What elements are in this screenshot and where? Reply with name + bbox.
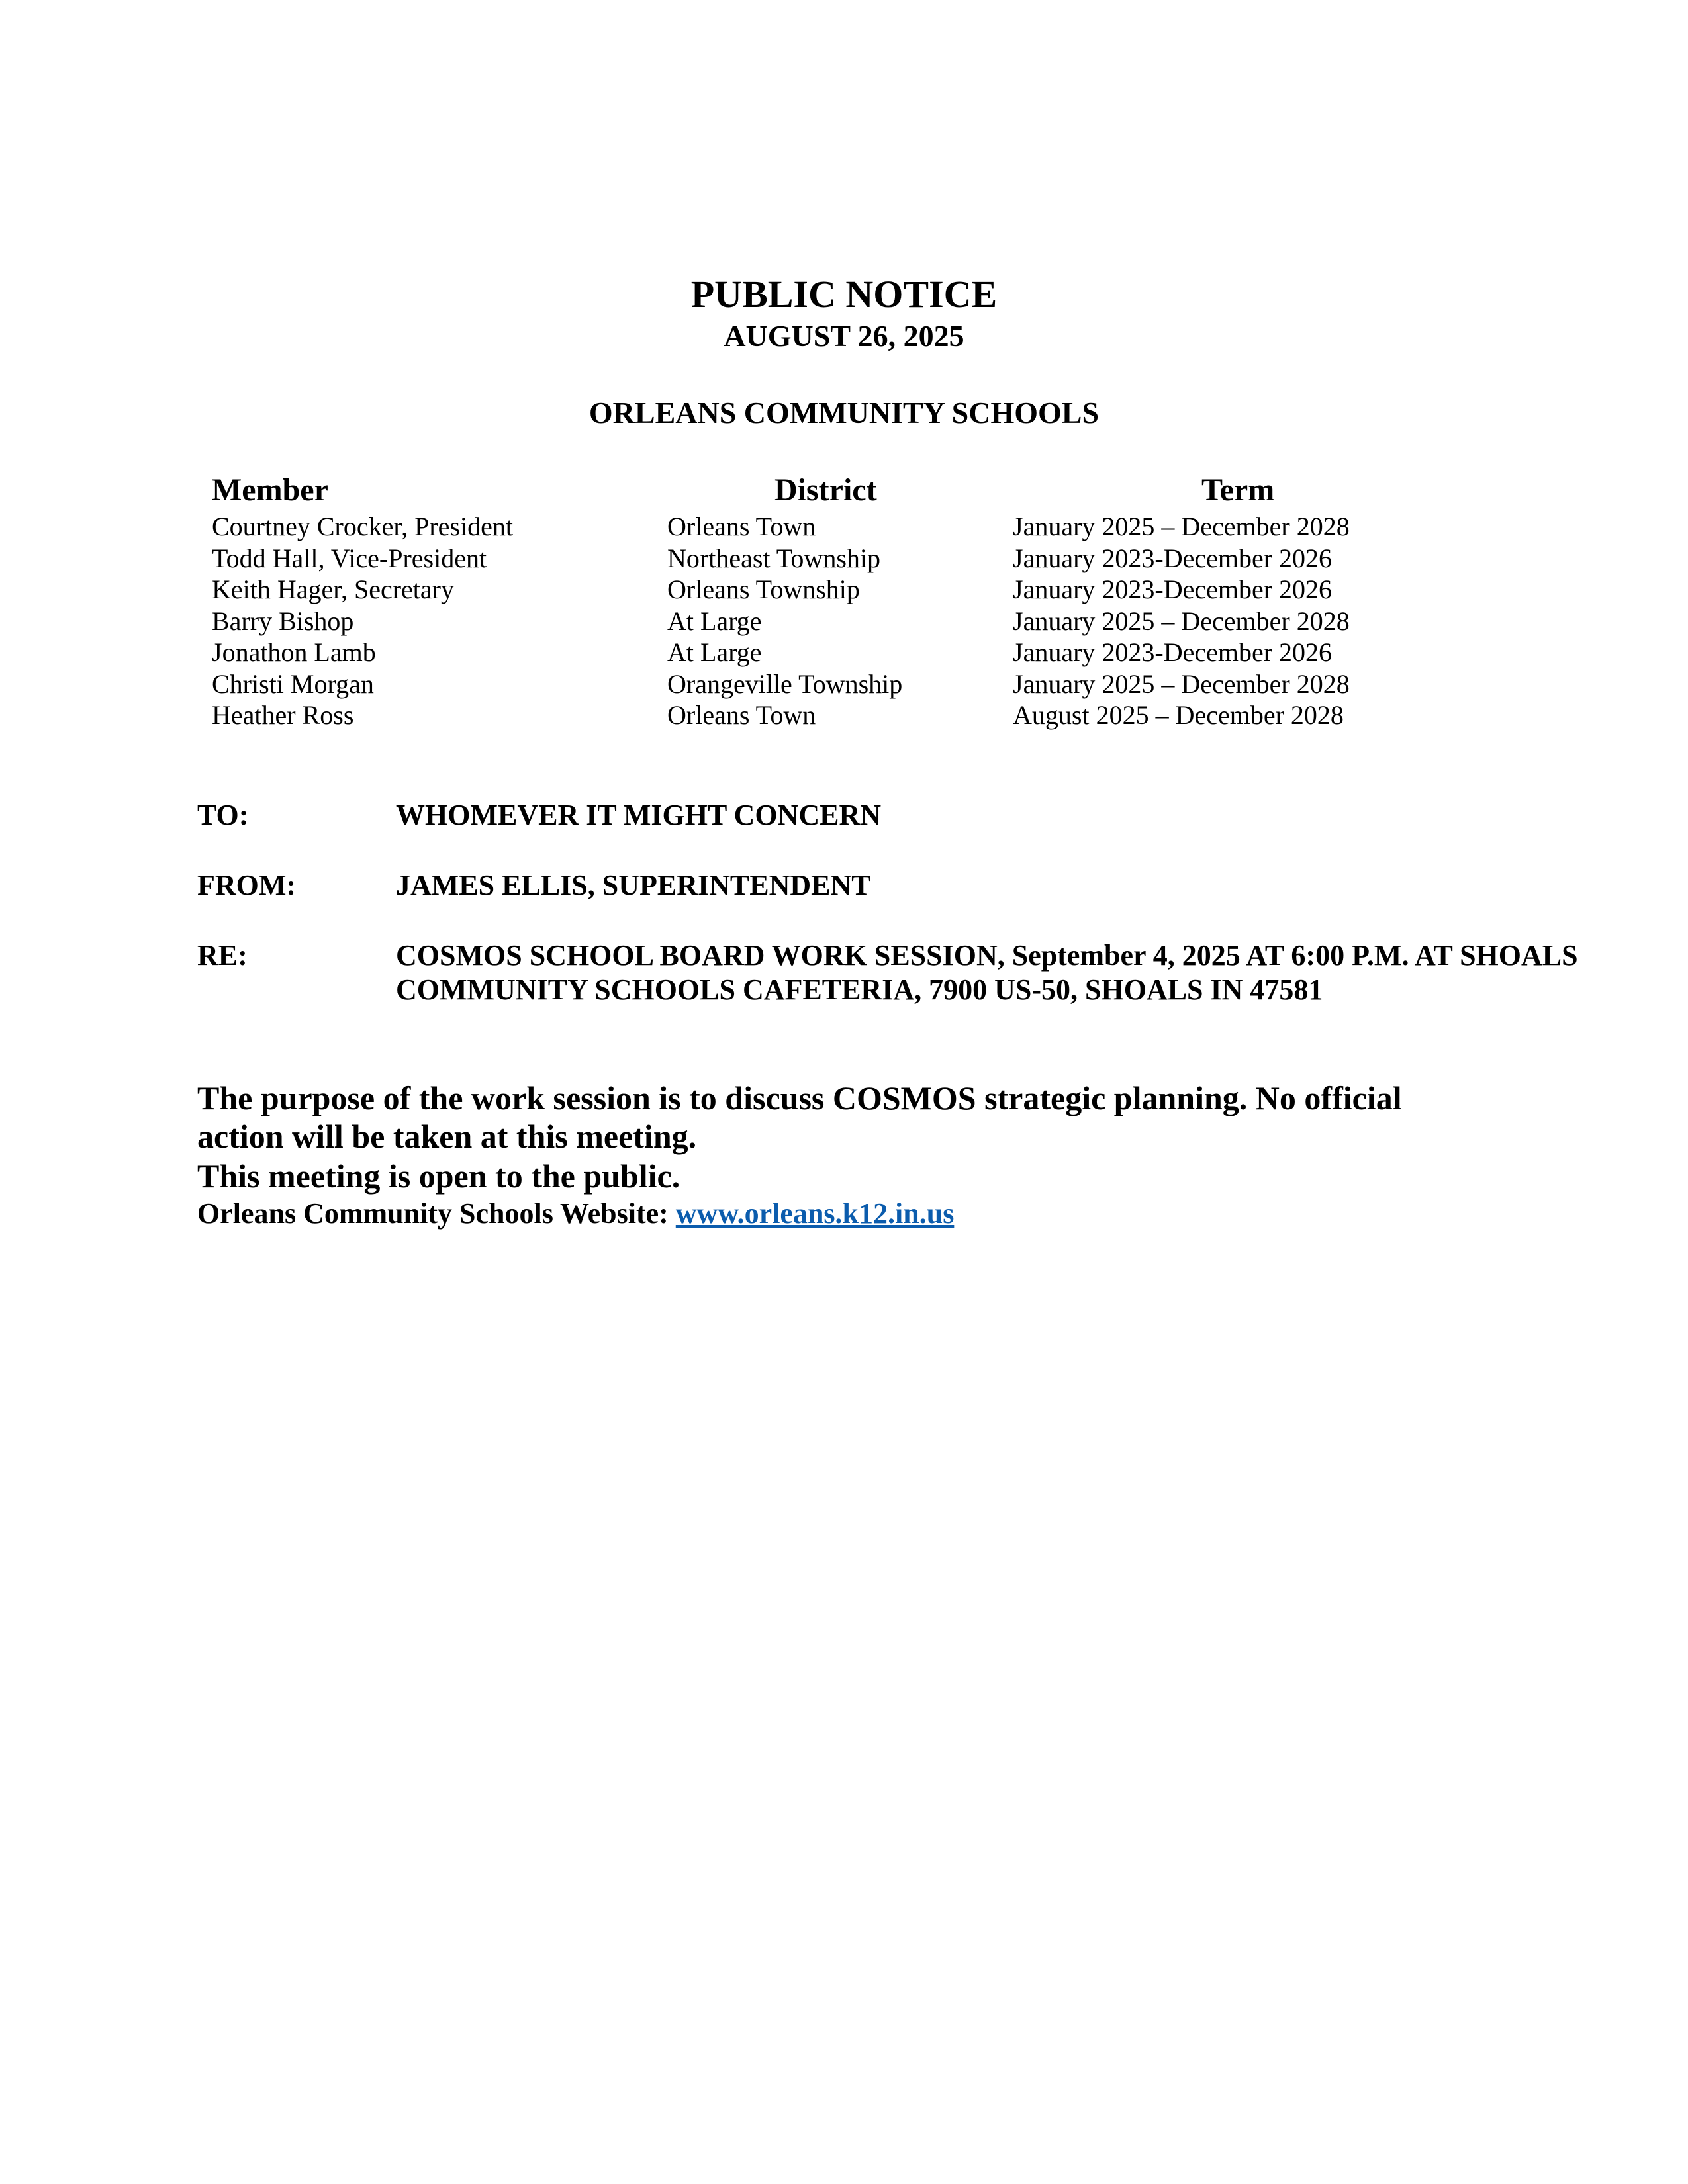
website-label: Orleans Community Schools Website: <box>197 1197 669 1230</box>
member-name: Courtney Crocker, President <box>212 512 513 541</box>
member-term: January 2023-December 2026 <box>1013 574 1333 604</box>
column-header-term: Term <box>1201 473 1275 508</box>
member-name: Jonathon Lamb <box>212 637 376 667</box>
member-name: Christi Morgan <box>212 668 374 699</box>
member-term: August 2025 – December 2028 <box>1013 700 1344 730</box>
column-header-member: Member <box>212 473 328 508</box>
table-row <box>212 574 1456 606</box>
notice-title: PUBLIC NOTICE <box>690 273 998 316</box>
purpose-statement: The purpose of the work session is to discuss COSMOS strategic planning. No official action will be taken at this meeting. <box>197 1079 1402 1155</box>
table-row <box>212 543 1456 574</box>
member-term: January 2023-December 2026 <box>1013 637 1333 667</box>
table-row <box>212 511 1456 543</box>
memo-re-label: RE: <box>197 939 248 972</box>
member-term: January 2025 – December 2028 <box>1013 512 1350 541</box>
member-district: Orleans Town <box>667 700 816 730</box>
memo-re-value: COSMOS SCHOOL BOARD WORK SESSION, September 4, 2025 AT 6:00 P.M. AT SHOALS COMMUNITY SCHOOLS CAFETERIA, 7900 US-50, SHOALS IN 47581 <box>396 939 1578 1006</box>
memo-to-value: WHOMEVER IT MIGHT CONCERN <box>396 799 882 831</box>
memo-from-label: FROM: <box>197 869 297 901</box>
member-district: Northeast Township <box>667 543 880 573</box>
member-name: Todd Hall, Vice-President <box>212 543 487 573</box>
memo-from-value: JAMES ELLIS, SUPERINTENDENT <box>396 869 871 901</box>
organization-name: ORLEANS COMMUNITY SCHOOLS <box>588 396 1100 430</box>
member-term: January 2025 – December 2028 <box>1013 606 1350 636</box>
member-district: Orangeville Township <box>667 668 903 699</box>
member-term: January 2025 – December 2028 <box>1013 668 1350 699</box>
column-header-district: District <box>774 473 877 508</box>
member-term: January 2023-December 2026 <box>1013 543 1333 573</box>
website-line <box>197 1195 954 1232</box>
member-district: Orleans Township <box>667 574 860 604</box>
member-name: Keith Hager, Secretary <box>212 574 454 604</box>
open-to-public-statement: This meeting is open to the public. <box>197 1158 680 1195</box>
table-row <box>212 700 1456 731</box>
member-name: Barry Bishop <box>212 606 354 636</box>
member-district: Orleans Town <box>667 512 816 541</box>
member-district: At Large <box>667 637 762 667</box>
member-name: Heather Ross <box>212 700 354 730</box>
table-header <box>212 470 1456 511</box>
member-district: At Large <box>667 606 762 636</box>
table-row <box>212 606 1456 637</box>
board-members-table <box>212 470 1456 731</box>
table-row <box>212 668 1456 700</box>
table-row <box>212 637 1456 668</box>
memo-to-label: TO: <box>197 799 249 831</box>
notice-date: AUGUST 26, 2025 <box>724 319 964 353</box>
website-link[interactable]: www.orleans.k12.in.us <box>675 1197 955 1230</box>
